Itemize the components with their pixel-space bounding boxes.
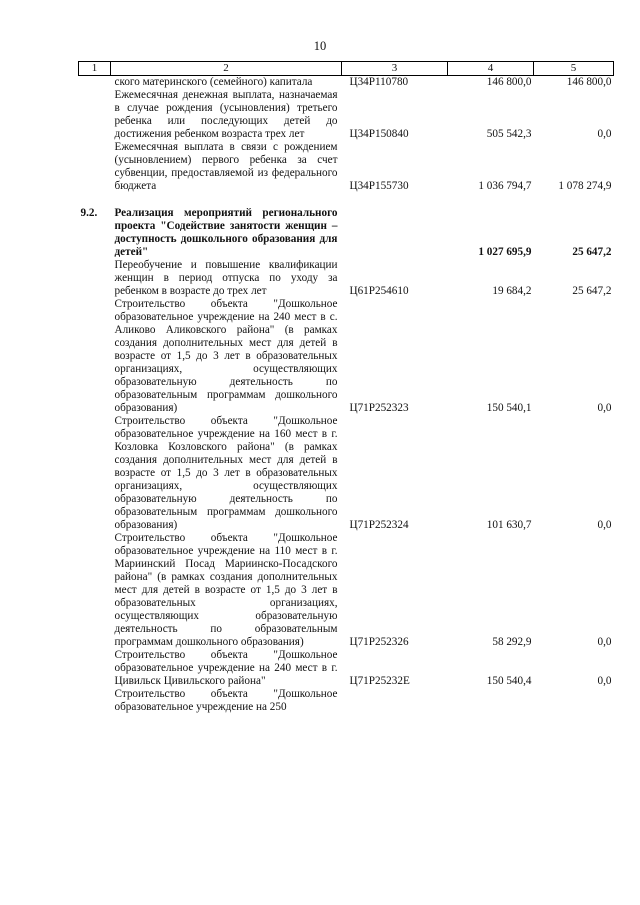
row-description: Ежемесячная выплата в связи с рождением (усыновлением) первого ребенка за счет субвенции, предоставляемой из федерального бюджета <box>114 141 338 192</box>
row-value-1: 505 542,3 <box>486 128 532 140</box>
row-code: Ц34Р110780 <box>349 76 409 88</box>
section-title-text: Реализация мероприятий регионального проекта "Содействие занятости женщин – доступность дошкольного образования для детей" <box>114 207 338 258</box>
row-value-2: 0,0 <box>597 675 612 687</box>
header-col-4: 4 <box>448 62 534 76</box>
row-value-2: 146 800,0 <box>566 76 612 88</box>
row-description: Строительство объекта "Дошкольное образовательное учреждение на 110 мест в г. Мариинский Посад Мариинско-Посадского района" (в рамках создания дополнительных мест для детей в возрасте от 1,5 до 3 лет в образовательных организациях, осуществляющих образовательную деятельность по образовательным программам дошкольного образования) <box>114 532 338 648</box>
row-code: Ц61Р254610 <box>349 285 409 297</box>
row-number <box>79 298 111 415</box>
header-col-1: 1 <box>79 62 111 76</box>
table-row <box>79 76 614 90</box>
row-number <box>79 415 111 532</box>
row-value-2: 0,0 <box>597 402 612 414</box>
table-row <box>79 298 614 415</box>
row-code: Ц34Р155730 <box>349 180 409 192</box>
section-title <box>111 207 342 259</box>
table-row <box>79 259 614 298</box>
row-description: Строительство объекта "Дошкольное образовательное учреждение на 250 <box>114 688 338 713</box>
row-value-1: 58 292,9 <box>492 636 532 648</box>
row-description: Строительство объекта "Дошкольное образовательное учреждение на 160 мест в г. Козловка Козловского района" (в рамках создания дополнительных мест для детей в возрасте от 1,5 до 3 лет в образовательных организациях, осуществляющих образовательную деятельность по образовательным программам дошкольного образования) <box>114 415 338 531</box>
table-row <box>79 89 614 141</box>
row-spacer <box>79 193 614 207</box>
section-value-1: 1 027 695,9 <box>478 246 532 258</box>
row-value-1: 19 684,2 <box>492 285 532 297</box>
row-code: Ц71Р252324 <box>349 519 409 531</box>
row-code <box>342 688 448 714</box>
section-value-2: 25 647,2 <box>572 246 612 258</box>
row-number <box>79 141 111 193</box>
row-value-2: 0,0 <box>597 519 612 531</box>
page-number: 10 <box>313 39 327 53</box>
row-code: Ц71Р252326 <box>349 636 409 648</box>
row-number <box>79 688 111 714</box>
row-number <box>79 259 111 298</box>
header-col-5: 5 <box>534 62 614 76</box>
header-row <box>79 62 614 76</box>
row-value-1: 1 036 794,7 <box>478 180 532 192</box>
budget-table <box>78 61 614 714</box>
table-row <box>79 688 614 714</box>
row-description: Строительство объекта "Дошкольное образовательное учреждение на 240 мест в с. Аликово Аликовского района" (в рамках создания дополнительных мест для детей в возрасте от 1,5 до 3 лет в образовательных организациях, осуществляющих образовательную деятельность по образовательным программам дошкольного образования) <box>114 298 338 414</box>
row-value-2: 0,0 <box>597 128 612 140</box>
row-number <box>79 89 111 141</box>
row-number <box>79 649 111 688</box>
row-value-2 <box>534 688 614 714</box>
row-value-2: 0,0 <box>597 636 612 648</box>
row-value-1: 150 540,4 <box>486 675 532 687</box>
table-row <box>79 415 614 532</box>
table-row <box>79 207 614 259</box>
row-description: Переобучение и повышение квалификации женщин в период отпуска по уходу за ребенком в возрасте до трех лет <box>114 259 338 297</box>
row-code: Ц71Р252323 <box>349 402 409 414</box>
row-description: Ежемесячная денежная выплата, назначаемая в случае рождения (усыновления) третьего ребенка или последующих детей до достижения ребенком возраста трех лет <box>114 89 338 140</box>
row-code: Ц34Р150840 <box>349 128 409 140</box>
row-number <box>79 76 111 90</box>
header-col-2: 2 <box>111 62 342 76</box>
header-col-3: 3 <box>342 62 448 76</box>
row-value-2: 25 647,2 <box>572 285 612 297</box>
row-description: Строительство объекта "Дошкольное образовательное учреждение на 240 мест в г. Цивильск Цивильского района" <box>114 649 338 687</box>
row-value-1: 150 540,1 <box>486 402 532 414</box>
table-row <box>79 649 614 688</box>
table-row <box>79 532 614 649</box>
row-number <box>79 532 111 649</box>
table-row <box>79 141 614 193</box>
row-value-2: 1 078 274,9 <box>558 180 612 192</box>
row-value-1: 101 630,7 <box>486 519 532 531</box>
row-code <box>342 207 448 259</box>
section-number: 9.2. <box>80 207 98 219</box>
row-value-1 <box>448 688 534 714</box>
row-description: ского материнского (семейного) капитала <box>114 76 313 88</box>
row-code: Ц71Р25232Е <box>349 675 410 687</box>
row-value-1: 146 800,0 <box>486 76 532 88</box>
